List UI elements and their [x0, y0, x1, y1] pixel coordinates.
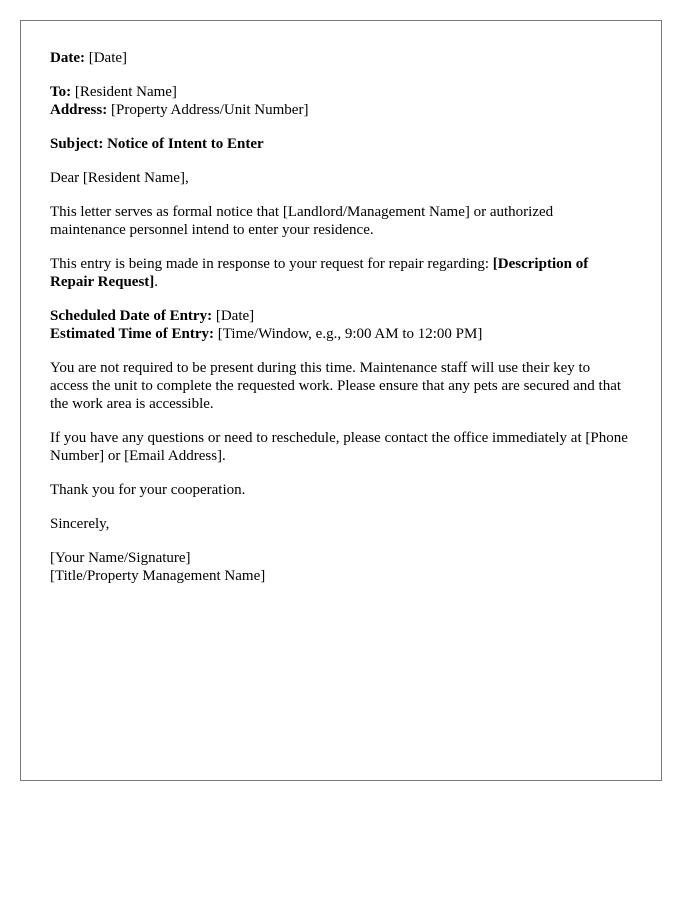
schedule-block	[50, 307, 632, 343]
address-label: Address:	[50, 102, 108, 118]
scheduled-date-label: Scheduled Date of Entry:	[50, 308, 213, 324]
date-label: Date:	[50, 50, 85, 66]
to-value: [Resident Name]	[71, 84, 177, 100]
recipient-block	[50, 83, 632, 119]
thanks-paragraph: Thank you for your cooperation.	[50, 482, 246, 498]
repair-prefix: This entry is being made in response to your request for repair regarding:	[50, 256, 493, 272]
contact-paragraph: If you have any questions or need to reschedule, please contact the office immediately at [Phone Number] or [Email Address].	[50, 430, 628, 464]
estimated-time-value: [Time/Window, e.g., 9:00 AM to 12:00 PM]	[214, 326, 483, 342]
estimated-time-line	[50, 325, 632, 343]
address-value: [Property Address/Unit Number]	[107, 102, 309, 118]
sign-off: Sincerely,	[50, 516, 110, 532]
signature-block	[50, 549, 632, 585]
subject-line	[50, 135, 632, 153]
intro-paragraph: This letter serves as formal notice that [Landlord/Management Name] or authorized maintenance personnel intend to enter your residence.	[50, 204, 554, 238]
salutation: Dear [Resident Name],	[50, 170, 189, 186]
scheduled-date-value: [Date]	[212, 308, 255, 324]
scheduled-date-line	[50, 307, 632, 325]
subject-text: Subject: Notice of Intent to Enter	[50, 136, 264, 152]
date-value: [Date]	[84, 50, 128, 66]
date-line	[50, 49, 632, 67]
repair-suffix: .	[154, 274, 159, 290]
to-label: To:	[50, 84, 72, 100]
repair-description: [Description of Repair Request]	[50, 256, 589, 290]
signer-name: [Your Name/Signature]	[50, 550, 191, 566]
signer-title: [Title/Property Management Name]	[50, 568, 266, 584]
to-line	[50, 83, 632, 101]
presence-paragraph: You are not required to be present during this time. Maintenance staff will use their key to access the unit to complete the requested work. Please ensure that any pets are secured and that the work area is accessible.	[50, 360, 622, 412]
address-line	[50, 101, 632, 119]
repair-paragraph	[50, 255, 632, 291]
letter-page	[20, 20, 662, 781]
estimated-time-label: Estimated Time of Entry:	[50, 326, 215, 342]
